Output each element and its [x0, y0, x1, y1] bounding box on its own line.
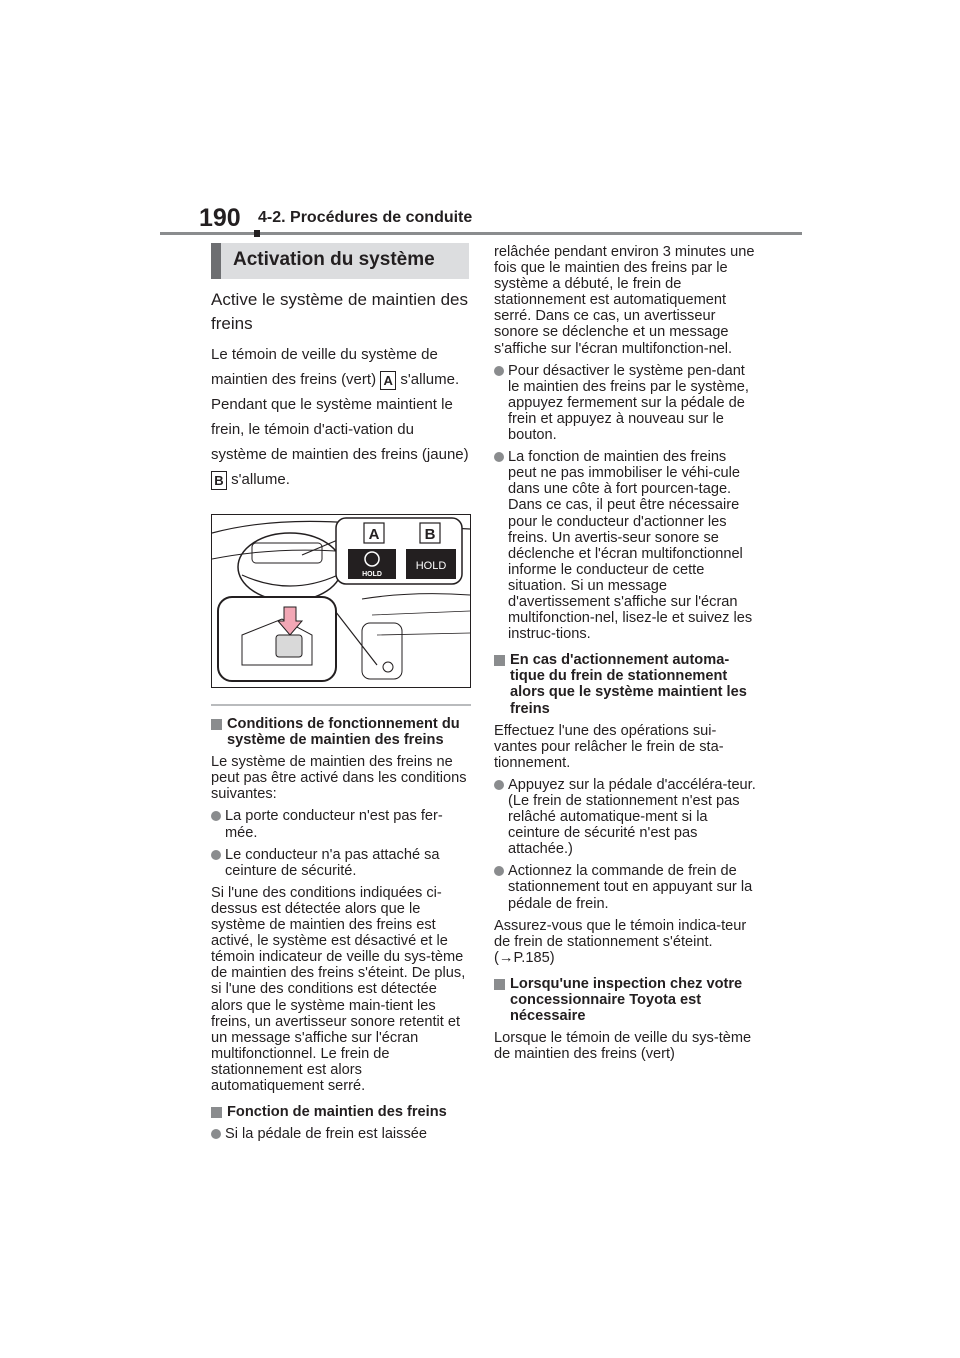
bullet-dot-icon [211, 1129, 221, 1139]
inspection-paragraph: Lorsque le témoin de veille du sys-tème de maintien des freins (vert) [494, 1030, 752, 1063]
auto-brake-paragraph: Effectuez l'une des opérations sui-vantes pour relâcher le frein de sta-tionnement. [494, 722, 724, 771]
heading-square-icon [494, 655, 505, 666]
list-item-text: La fonction de maintien des freins peut ne pas immobiliser le véhi-cule dans une côte à fort pourcen-tage. Dans ce cas, il peut être nécessaire pour le conducteur d'actionner les freins. Un avertis-seur sonore se déclenche et l'écran multifonctionnel informe le conducteur de cette situation. Si un message d'avertissement s'affiche sur l'écran multifonction-nel, lisez-le et suivez les instruc-tions. [508, 449, 753, 643]
right-column [494, 244, 756, 1062]
list-item [211, 847, 471, 879]
badge-b: B [211, 471, 227, 490]
header-rule-marker [254, 230, 260, 237]
conditions-heading [211, 716, 471, 748]
list-item-text: Si la pédale de frein est laissée [225, 1126, 428, 1143]
section-banner [211, 243, 469, 279]
shifter [362, 623, 402, 679]
section-title: 4-2. Procédures de conduite [258, 209, 473, 226]
figure-label-a: A [368, 526, 380, 543]
badge-a: A [380, 371, 396, 390]
banner-title: Activation du système [233, 249, 435, 270]
list-item-text: Pour désactiver le système pen-dant le maintien des freins par le système, appuyez fermement sur la pédale de frein et appuyez à nouveau sur le bouton. [508, 362, 749, 444]
heading-square-icon [494, 979, 505, 990]
bullet-dot-icon [494, 366, 504, 376]
bullet-dot-icon [494, 780, 504, 790]
heading-square-icon [211, 1107, 222, 1118]
left-column [211, 288, 471, 1142]
auto-brake-heading-text: En cas d'actionnement automa-tique du frein de stationnement alors que le système maintient les freins [510, 652, 747, 717]
intro-text-2: s'allume. Pendant que le système maintient le frein, le témoin d'acti-vation du système de maintien des freins (jaune) [211, 371, 469, 463]
function-heading-text: Fonction de maintien des freins [227, 1104, 447, 1121]
inspection-heading [494, 976, 756, 1024]
bullet-dot-icon [211, 811, 221, 821]
intro-text-3: s'allume. [231, 471, 290, 488]
list-item-text: Le conducteur n'a pas attaché sa ceinture de sécurité. [225, 846, 440, 879]
lead-text: Active le système de maintien des freins [211, 290, 469, 333]
list-item-text: La porte conducteur n'est pas fer-mée. [225, 808, 443, 841]
list-item [494, 777, 756, 857]
continued-paragraph: relâchée pendant environ 3 minutes une fois que le maintien des freins par le système a débuté, le frein de stationnement est automatiquement serré. Dans ce cas, un avertisseur sonore se déclenche et un message s'affiche sur l'écran multifonction-nel. [494, 244, 755, 357]
conditions-paragraph: Le système de maintien des freins ne peut pas être activé dans les conditions suivantes: [211, 754, 467, 803]
inspection-heading-text: Lorsqu'une inspection chez votre concessionnaire Toyota est nécessaire [510, 975, 743, 1025]
list-item-text: Actionnez la commande de frein de stationnement tout en appuyant sur la pédale de frein. [508, 863, 753, 912]
conditions-after: Si l'une des conditions indiquées ci-dessus est détectée alors que le système de maintien des freins est activé, le système est désactivé et le témoin indicateur de veille du sys-tème de maintien des freins s'éteint. De plus, si l'une des conditions est détectée alors que le système main-tient les freins, un avertisseur sonore retentit et un message s'affiche sur l'écran multifonctionnel. Le frein de stationnement est alors automatiquement serré. [211, 884, 466, 1094]
function-heading [211, 1104, 471, 1120]
hold-text-label: HOLD [415, 560, 447, 572]
hold-icon-label: HOLD [362, 571, 382, 578]
figure-label-b: B [424, 526, 436, 543]
list-item-text: Appuyez sur la pédale d'accéléra-teur. (Le frein de stationnement n'est pas relâché automatique-ment si la ceinture de sécurité n'est pas attachée.) [508, 776, 756, 858]
dashboard-illustration [212, 515, 470, 687]
heading-square-icon [211, 719, 222, 730]
list-item [211, 1126, 471, 1142]
intro-text-1: Le témoin de veille du système de maintien des freins (vert) [211, 346, 438, 388]
instrument-cluster [252, 543, 322, 563]
list-item [211, 808, 471, 840]
conditions-heading-text: Conditions de fonctionnement du système de maintien des freins [227, 716, 460, 749]
page-number: 190 [199, 204, 241, 232]
list-item [494, 363, 756, 443]
intro-paragraph [211, 342, 471, 492]
bullet-dot-icon [211, 850, 221, 860]
auto-brake-heading [494, 652, 756, 716]
bullet-dot-icon [494, 866, 504, 876]
bullet-dot-icon [494, 452, 504, 462]
illustration-figure [211, 514, 471, 688]
list-item [494, 449, 756, 642]
list-item [494, 863, 756, 911]
figure-rule [211, 704, 471, 706]
hold-button [276, 635, 302, 657]
auto-brake-after: Assurez-vous que le témoin indica-teur de frein de stationnement s'éteint. (→P.185) [494, 917, 747, 966]
